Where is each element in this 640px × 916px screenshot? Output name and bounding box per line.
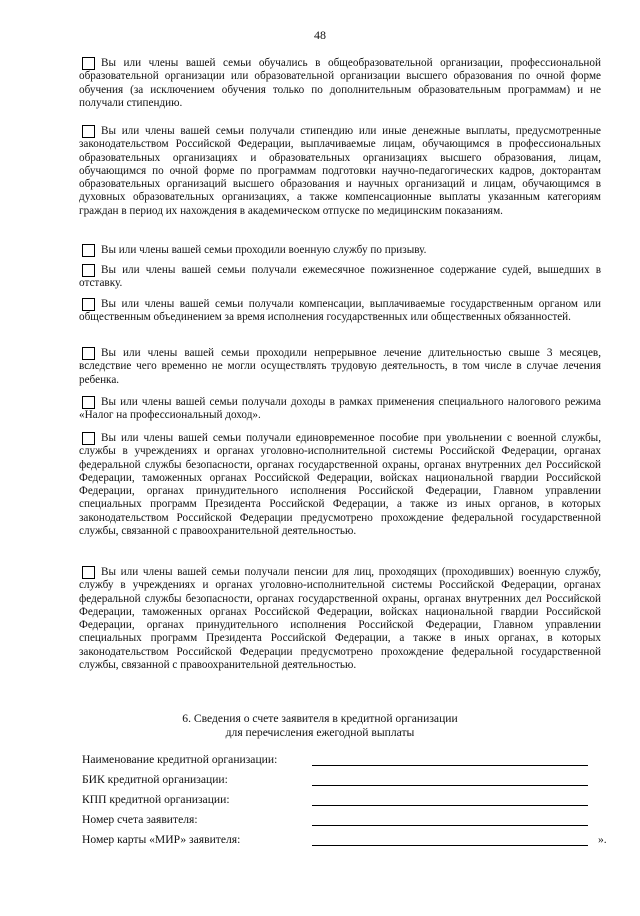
bik-input[interactable] [312,773,588,786]
checkbox-item-compensation [79,298,601,325]
bik-label: БИК кредитной организации: [82,773,228,786]
checkbox-item-judges [79,264,601,291]
checkbox-item-text: Вы или члены вашей семьи получали компенсации, выплачиваемые государственным органом или общественным объединением за время исполнения государственных или общественных обязанностей. [79,298,601,324]
section-title-line2: для перечисления ежегодной выплаты [225,726,415,739]
checkbox-item-text: Вы или члены вашей семьи получали пенсии для лиц, проходящих (проходивших) военную службу, службу в учреждениях и органах уголовно-исполнительной системы Российской Федерации, органах федеральной службы безопасности, органах государственной охраны, органах внутренних дел Российской Федерации, таможенных органах Российской Федерации, войсках национальной гвардии Российской Федерации, органах принудительного исполнения Российской Федерации, Главном управлении специальных программ Президента Российской Федерации, а также в иных органах, в которых законодательством Российской Федерации предусмотрено прохождение федеральной государственной службы, связанной с правоохранительной деятельностью. [79,566,601,672]
kpp-input[interactable] [312,793,588,806]
checkbox[interactable] [82,396,95,409]
checkbox[interactable] [82,244,95,257]
page-number: 48 [314,28,326,42]
checkbox[interactable] [82,566,95,579]
checkbox-item-text: Вы или члены вашей семьи получали ежемесячное пожизненное содержание судей, вышедших в отставку. [79,264,601,290]
bank-name-field [82,752,612,768]
checkbox-item-text: Вы или члены вашей семьи проходили непрерывное лечение длительностью свыше 3 месяцев, вследствие чего временно не могли осуществлять трудовую деятельность, в том числе в случае лечения ребенка. [79,347,601,386]
kpp-field [82,792,612,808]
checkbox-item-treatment [79,347,601,387]
checkbox[interactable] [82,432,95,445]
checkbox[interactable] [82,298,95,311]
mir-card-label: Номер карты «МИР» заявителя: [82,833,241,846]
checkbox[interactable] [82,264,95,277]
checkbox-item-self-employed [79,396,601,423]
checkbox-item-study [79,57,601,110]
bank-name-label: Наименование кредитной организации: [82,753,278,766]
kpp-label: КПП кредитной организации: [82,793,230,806]
account-number-field [82,812,612,828]
bik-field [82,772,612,788]
section-title-line1: 6. Сведения о счете заявителя в кредитной организации [182,712,458,725]
checkbox[interactable] [82,125,95,138]
mir-card-field [82,832,612,848]
checkbox-item-text: Вы или члены вашей семьи получали стипендию или иные денежные выплаты, предусмотренные законодательством Российской Федерации, выплачиваемые лицам, обучающимся в профессиональных образовательных организациях и образовательных организациях высшего образования, лицам, обучающимся по очной форме по программам подготовки научно-педагогических кадров, докторантам образовательных организаций высшего образования и научных организаций и лицам, обучающимся в духовных образовательных организациях, а также компенсационные выплаты указанным категориям граждан в период их нахождения в академическом отпуске по медицинским показаниям. [79,125,601,217]
bank-name-input[interactable] [312,753,588,766]
checkbox-item-stipend [79,125,601,218]
checkbox[interactable] [82,347,95,360]
section-title [0,712,640,740]
account-number-label: Номер счета заявителя: [82,813,198,826]
mir-card-input[interactable] [312,833,588,846]
checkbox[interactable] [82,57,95,70]
checkbox-item-text: Вы или члены вашей семьи проходили военную службу по призыву. [101,244,427,256]
mir-card-suffix: ». [598,833,607,846]
checkbox-item-text: Вы или члены вашей семьи получали единовременное пособие при увольнении с военной службы, службы в учреждениях и органах уголовно-исполнительной системы Российской Федерации, органах федеральной службы безопасности, органах государственной охраны, органах внутренних дел Российской Федерации, таможенных органах Российской Федерации, войсках национальной гвардии Российской Федерации, органах принудительного исполнения Российской Федерации, Главном управлении специальных программ Президента Российской Федерации, а также из иных органов, в которых законодательством Российской Федерации предусмотрено прохождение федеральной государственной службы, связанной с правоохранительной деятельностью. [79,432,601,538]
checkbox-item-dismissal-allowance [79,432,601,538]
checkbox-item-pension [79,566,601,672]
checkbox-item-text: Вы или члены вашей семьи обучались в общеобразовательной организации, профессиональной образовательной организации или образовательной организации высшего образования по очной форме обучения (за исключением обучения только по дополнительным образовательным программам) и не получали стипендию. [79,57,601,109]
account-number-input[interactable] [312,813,588,826]
checkbox-item-military-service [79,244,601,257]
checkbox-item-text: Вы или члены вашей семьи получали доходы в рамках применения специального налогового режима «Налог на профессиональный доход». [79,396,601,422]
